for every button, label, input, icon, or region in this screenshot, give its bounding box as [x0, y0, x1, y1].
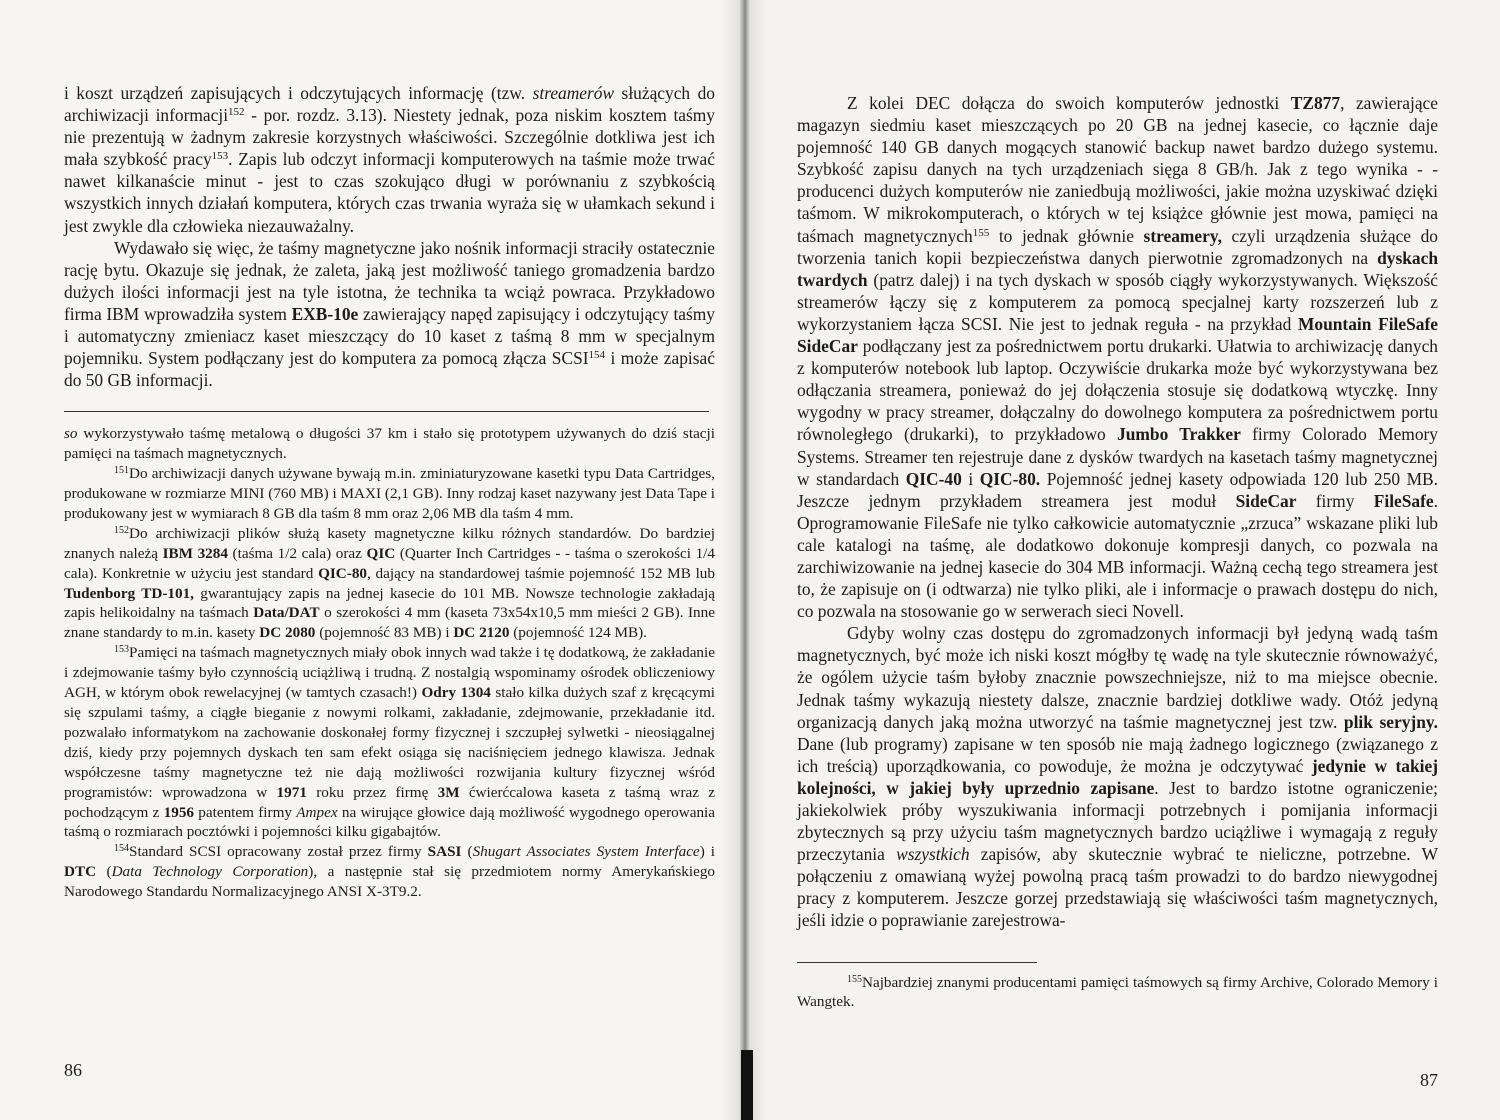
right-page [745, 0, 1500, 1120]
footnote-151: $^{151}$Do archiwizacji danych używane bywają m.in. zminiaturyzowane kasetki typu Data Cartridges, produkowane w rozmiarze MINI (760 MB) i MAXI (2,1 GB). Inny rodzaj kaset nazywany jest Data Tape i produkowany jest w wymiarach 8 GB dla taśm 8 mm oraz 2,06 MB dla taśm 4 mm. [64, 465, 715, 522]
footnote-continuation: so wykorzystywało taśmę metalową o długości 37 km i stało się prototypem używanych do dziś stacji pamięci na taśmach magnetycznych. [64, 425, 715, 463]
right-paragraph-1: Z kolei DEC dołącza do swoich komputerów jednostki TZ877, zawierające magazyn siedmiu kaset mieszczących po 20 GB na jednej kasecie, co łącznie daje pojemność 140 GB danych mogących stanowić backup nawet bardzo dużego systemu. Szybkość zapisu danych na tych urządzeniach sięga 8 GB/h. Jak z tego wynika - - producenci dużych komputerów nie zaniedbują możliwości, jakie można uzyskiwać dzięki taśmom. W mikrokomputerach, o których w tej książce głównie jest mowa, pamięci na taśmach magnetycznych$^{155}$ to jednak głównie streamery, czyli urządzenia służące do tworzenia tanich kopii bezpieczeństwa danych pierwotnie zgromadzonych na dyskach twardych (patrz dalej) i na tych dyskach w sposób ciągły wykorzystywanych. Większość streamerów łączy się z komputerem za pomocą specjalnej karty rozszerzeń lub z wykorzystaniem łącza SCSI. Nie jest to jednak reguła - na przykład Mountain FileSafe SideCar podłączany jest za pośrednictwem portu drukarki. Ułatwia to archiwizację danych z komputerów notebook lub laptop. Oczywiście drukarka może być wykorzystywana bez odłączania streamera, ponieważ do jej dołączenia stosuje się dodatkową wtyczkę. Inny wygodny w pracy streamer, dołączalny do dowolnego komputera za pośrednictwem portu równoległego (drukarki), to przykładowo Jumbo Trakker firmy Colorado Memory Systems. Streamer ten rejestruje dane z dysków twardych na kasetach taśmy magnetycznej w standardach QIC-40 i QIC-80. Pojemność jednej kasety odpowiada 120 lub 250 MB. Jeszcze jednym przykładem streamera jest moduł SideCar firmy FileSafe. Oprogramowanie FileSafe nie tylko całkowicie automatycznie „zrzuca” wskazane pliki lub cale katalogi na taśmę, ale dodatkowo dokonuje kompresji danych, co pozwala na zarchiwizowanie na jednej kasecie do 304 MB informacji. Ważną cechą tego streamera jest to, że zapisuje on (i odtwarza) nie tylko pliki, ale i informacje o prawach dostępu do nich, co pozwala na stosowanie go w serwerach sieci Novell. [797, 93, 1439, 622]
left-footnotes [64, 424, 715, 902]
left-page [0, 0, 745, 1120]
right-body [797, 92, 1438, 932]
footnote-153: $^{153}$Pamięci na taśmach magnetycznych miały obok innych wad także i tę dodatkową, że zakładanie i zdejmowanie taśmy było czynnością uciążliwą i trudną. Z nostalgią wspominamy ośrodek obliczeniowy AGH, w którym obok rewelacyjnej (w tamtych czasach!) Odry 1304 stało kilka dużych szaf z kręcącymi się szpulami taśmy, a ciągłe bieganie z nowymi rolkami, zakładanie, zdejmowanie, przekładanie itd. pozwalało informatykom na zachowanie doskonałej formy fizycznej i szczupłej sylwetki - nieosiągalnej dziś, kiedy przy pojemnych dyskach ten sam efekt osiąga się naciśnięciem jednego klawisza. Jednak współczesne taśmy magnetyczne też nie dają możliwości rozwijania kultury fizycznej wśród programistów: wprowadzona w 1971 roku przez firmę 3M ćwierćcalowa kaseta z taśmą wraz z pochodzącym z 1956 patentem firmy Ampex na wirujące głowice dają możliwość wygodnego operowania taśmą o rozmiarach pocztówki i pojemności kilku gigabajtów. [64, 644, 715, 841]
left-paragraph-2: Wydawało się więc, że taśmy magnetyczne jako nośnik informacji straciły ostatecznie rację bytu. Okazuje się jednak, że zaleta, jaką jest możliwość taniego gromadzenia bardzo dużych ilości informacji jest na tyle istotna, że technika ta wciąż powraca. Przykładowo firma IBM wprowadziła system EXB-10e zawierający napęd zapisujący i odczytujący taśmy i automatyczny zmieniacz kaset mieszczący do 10 kaset z taśmą 8 mm w specjalnym pojemniku. System podłączany jest do komputera za pomocą złącza SCSI$^{154}$ i może zapisać do 50 GB informacji. [64, 237, 715, 391]
left-body [64, 82, 715, 391]
page-number-right: 87 [1420, 1070, 1438, 1090]
footnote-155: $^{155}$Najbardziej znanymi producentami pamięci taśmowych są firmy Archive, Colorado Memory i Wangtek. [797, 973, 1438, 1011]
left-paragraph-1: i koszt urządzeń zapisujących i odczytujących informację (tzw. streamerów służących do archiwizacji informacji$^{152}$ - por. rozdz. 3.13). Niestety jednak, poza niskim kosztem taśmy nie prezentują w żadnym zakresie korzystnych właściwości. Szczególnie dotkliwa jest ich mała szybkość pracy$^{153}$. Zapis lub odczyt informacji komputerowych na taśmie może trwać nawet kilkanaście minut - jest to czas szokująco długi w porównaniu z szybkością wszystkich innych działań komputera, których czas trwania wyraża się w ułamkach sekund i jest zwykle dla człowieka niezauważalny. [64, 83, 715, 236]
page-number-left: 86 [64, 1060, 82, 1080]
book-spine [741, 1050, 753, 1120]
right-footnotes [797, 973, 1438, 1013]
footnote-rule-right [797, 962, 1037, 963]
footnote-152: $^{152}$Do archiwizacji plików służą kasety magnetyczne kilku różnych standardów. Do bardziej znanych należą IBM 3284 (taśma 1/2 cala) oraz QIC (Quarter Inch Cartridges - - taśma o szerokości 1/4 cala). Konkretnie w użyciu jest standard QIC-80, dający na standardowej taśmie pojemność 152 MB lub Tudenborg TD-101, gwarantujący zapis na jednej kasecie do 101 MB. Nowsze technologie zakładają zapis helikoidalny na taśmach Data/DAT o szerokości 4 mm (kaseta 73x54x10,5 mm mieści 2 GB). Inne znane standardy to m.in. kasety DC 2080 (pojemność 83 MB) i DC 2120 (pojemność 124 MB). [64, 524, 715, 642]
footnote-rule [64, 411, 709, 412]
right-paragraph-2: Gdyby wolny czas dostępu do zgromadzonych informacji był jedyną wadą taśm magnetycznych, być może ich niski koszt mógłby tę wadę na tyle skutecznie równoważyć, że ogólem użycie taśm byłoby znacznie powszechniejsze, niż to ma miejsce obecnie. Jednak taśmy wykazują niestety dalsze, znacznie bardziej dotkliwe wady. Otóż jedyną organizacją danych jaką można utworzyć na taśmie magnetycznej jest tzw. plik seryjny. Dane (lub programy) zapisane w ten sposób nie mają żadnego logicznego (związanego z ich treścią) uporządkowania, co powoduje, że można je odczytywać jedynie w takiej kolejności, w jakiej były uprzednio zapisane. Jest to bardzo istotne ograniczenie; jakiekolwiek próby wyszukiwania informacji potrzebnych i pomijania informacji zbytecznych są przy użyciu taśm magnetycznych bardzo uciążliwe i wymagają z reguły przeczytania wszystkich zapisów, aby skutecznie wybrać te nieliczne, potrzebne. W połączeniu z omawianą wyżej powolną pracą taśm prowadzi to do bardzo niewygodnej pracy z komputerem. Jeszcze gorzej przedstawiają się właściwości taśm magnetycznych, jeśli idzie o poprawianie zarejestrowa- [797, 623, 1439, 931]
footnote-154: $^{154}$Standard SCSI opracowany został przez firmy SASI (Shugart Associates System Interface) i DTC (Data Technology Corporation), a następnie stał się przedmiotem normy Amerykańskiego Narodowego Standardu Normalizacyjnego ANSI X-3T9.2. [64, 843, 716, 901]
